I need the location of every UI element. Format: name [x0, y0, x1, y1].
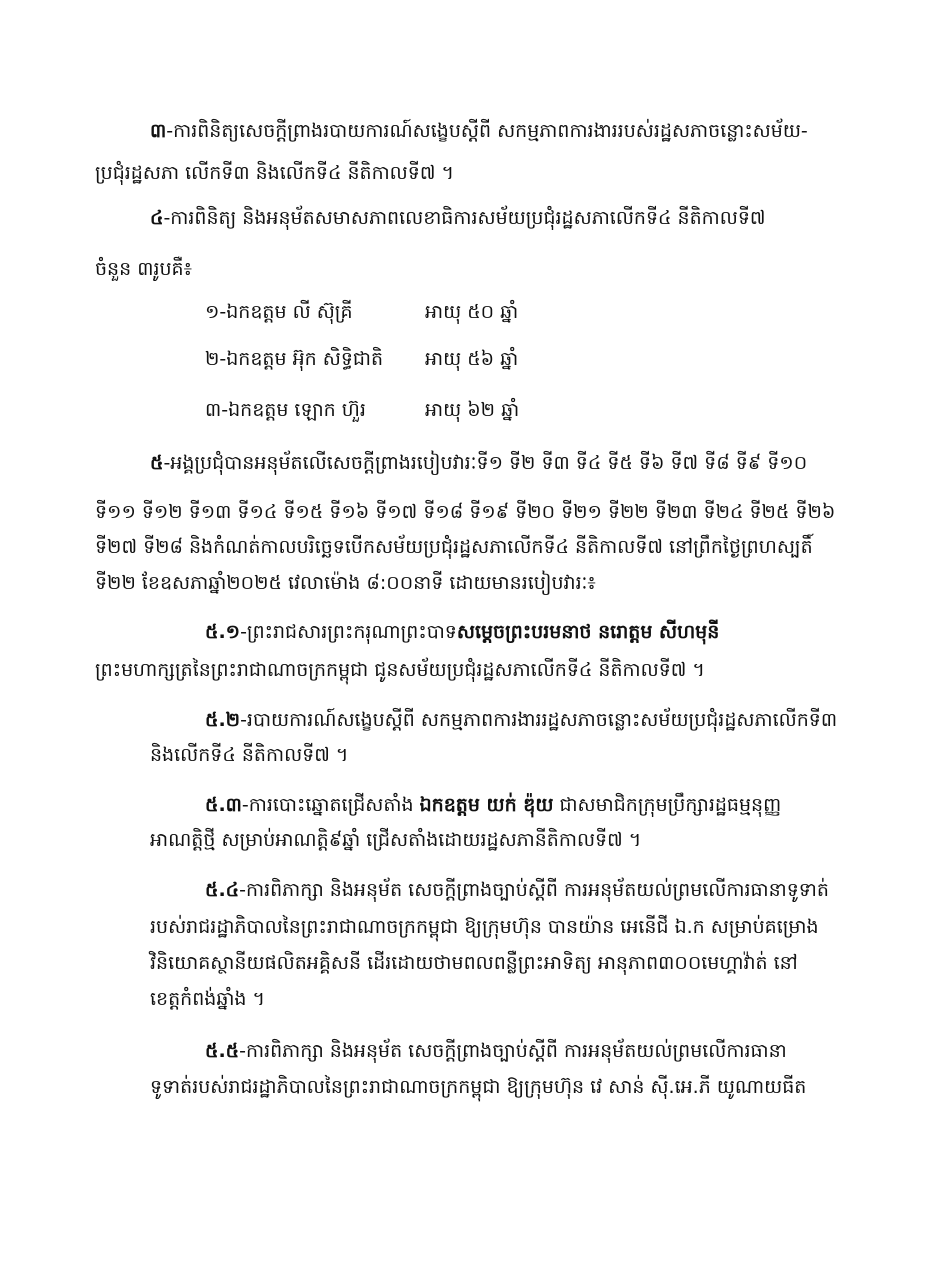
- member-3-name: ៣-ឯកឧត្តម ឡោក ហ៊ួរ: [205, 399, 366, 421]
- member-2-name: ២-ឯកឧត្តម អ៊ុក សិទ្ធិជាតិ: [205, 348, 384, 370]
- sub-5-3-line-1: ៥.៣-ការបោះឆ្នោតជ្រើសតាំង ឯកឧត្តម យក់ ឌ៉ុយ ជាសមាជិកក្រុមប្រឹក្សារដ្ឋធម្មនុញ្ញ: [205, 794, 782, 816]
- sub-5-4-line-1: ៥.៤-ការពិភាក្សា និងអនុម័ត សេចក្តីព្រាងច្បាប់ស្តីពី ការអនុម័តយល់ព្រមលើការធានាទូទាត់: [205, 879, 829, 901]
- item-4-number: ៤: [150, 207, 164, 229]
- member-3-age: អាយុ ៦២ ឆ្នាំ: [425, 399, 520, 421]
- sub-5-4-line-3: វិនិយោគស្ថានីយផលិតអគ្គិសនី ដើរដោយថាមពលពន្លឺព្រះអាទិត្យ អានុភាព៣០០មេហ្គាវ៉ាត់ នៅ: [150, 952, 798, 974]
- sub-5-1-number: ៥.១: [205, 621, 241, 643]
- item-5-line-4: ទី២២ ខែឧសភាឆ្នាំ២០២៥ វេលាម៉ោង ៨:០០នាទី ដោយមានរបៀបវារៈ៖: [95, 572, 596, 594]
- item-3-line-2: ប្រជុំរដ្ឋសភា លើកទី៣ និងលើកទី៤ នីតិកាលទី៧ ។: [95, 162, 454, 184]
- sub-5-3-number: ៥.៣: [205, 794, 242, 816]
- king-name: សម្តេចព្រះបរមនាថ នរោត្តម សីហមុនី: [456, 621, 720, 643]
- sub-5-5-number: ៥.៥: [205, 1040, 240, 1062]
- item-5-line-1: ៥-អង្គប្រជុំបានអនុម័តលើសេចក្តីព្រាងរបៀបវារៈទី១ ទី២ ទី៣ ទី៤ ទី៥ ទី៦ ទី៧ ទី៨ ទី៩ ទី១០: [150, 452, 808, 474]
- item-4-line-1: ៤-ការពិនិត្យ និងអនុម័តសមាសភាពលេខាធិការសម័យប្រជុំរដ្ឋសភាលើកទី៤ នីតិកាលទី៧: [150, 207, 766, 229]
- sub-5-1-line-1: ៥.១-ព្រះរាជសារព្រះករុណាព្រះបាទសម្តេចព្រះបរមនាថ នរោត្តម សីហមុនី: [205, 621, 720, 643]
- sub-5-2-line-1: ៥.២-របាយការណ៍សង្ខេបស្តីពី សកម្មភាពការងាររដ្ឋសភាចន្លោះសម័យប្រជុំរដ្ឋសភាលើកទី៣: [205, 709, 838, 731]
- sub-5-4-line-2: របស់រាជរដ្ឋាភិបាលនៃព្រះរាជាណាចក្រកម្ពុជា ឱ្យក្រុមហ៊ុន បានយ៉ាន អេនើជី ឯ.ក សម្រាប់គម្រោង: [150, 916, 819, 938]
- item-3-line-1: ៣-ការពិនិត្យសេចក្តីព្រាងរបាយការណ៍សង្ខេបស្តីពី សកម្មភាពការងាររបស់រដ្ឋសភាចន្លោះសម័យ-: [150, 120, 808, 142]
- sub-5-3-line-2: អាណត្តិថ្មី សម្រាប់អាណត្តិ៩ឆ្នាំ ជ្រើសតាំងដោយរដ្ឋសភានីតិកាលទី៧ ។: [150, 829, 642, 851]
- sub-5-5-line-1: ៥.៥-ការពិភាក្សា និងអនុម័ត សេចក្តីព្រាងច្បាប់ស្តីពី ការអនុម័តយល់ព្រមលើការធានា: [205, 1040, 787, 1062]
- member-1-age: អាយុ ៥០ ឆ្នាំ: [425, 301, 519, 323]
- sub-5-4-line-4: ខេត្តកំពង់ឆ្នាំង ។: [150, 988, 266, 1010]
- member-2-age: អាយុ ៥៦ ឆ្នាំ: [425, 348, 519, 370]
- item-5-line-3: ទី២៧ ទី២៨ និងកំណត់កាលបរិច្ឆេទបើកសម័យប្រជុំរដ្ឋសភាលើកទី៤ នីតិកាលទី៧ នៅព្រឹកថ្ងៃព្រហស្បតិ៍: [95, 536, 813, 558]
- sub-5-5-line-2: ទូទាត់របស់រាជរដ្ឋាភិបាលនៃព្រះរាជាណាចក្រកម្ពុជា ឱ្យក្រុមហ៊ុន វេ សាន់ ស៊ី.អេ.ភី យូណាយធីត: [150, 1076, 807, 1098]
- sub-5-4-number: ៥.៤: [205, 879, 240, 901]
- item-4-line-2: ចំនួន ៣រូបគឺ៖: [95, 258, 192, 280]
- member-1-name: ១-ឯកឧត្តម លី ស៊ុគ្រី: [205, 301, 353, 323]
- sub-5-2-number: ៥.២: [205, 709, 241, 731]
- item-5-number: ៥: [150, 452, 164, 474]
- item-5-line-2: ទី១១ ទី១២ ទី១៣ ទី១៤ ទី១៥ ទី១៦ ទី១៧ ទី១៨ ទី១៩ ទី២០ ទី២១ ទី២២ ទី២៣ ទី២៤ ទី២៥ ទី២៦: [95, 501, 836, 523]
- sub-5-2-line-2: និងលើកទី៤ នីតិកាលទី៧ ។: [150, 744, 349, 766]
- sub-5-1-line-2: ព្រះមហាក្សត្រនៃព្រះរាជាណាចក្រកម្ពុជា ជូនសម័យប្រជុំរដ្ឋសភាលើកទី៤ នីតិកាលទី៧ ។: [95, 659, 705, 681]
- candidate-name: ឯកឧត្តម យក់ ឌ៉ុយ: [419, 794, 554, 816]
- item-3-number: ៣: [150, 120, 167, 142]
